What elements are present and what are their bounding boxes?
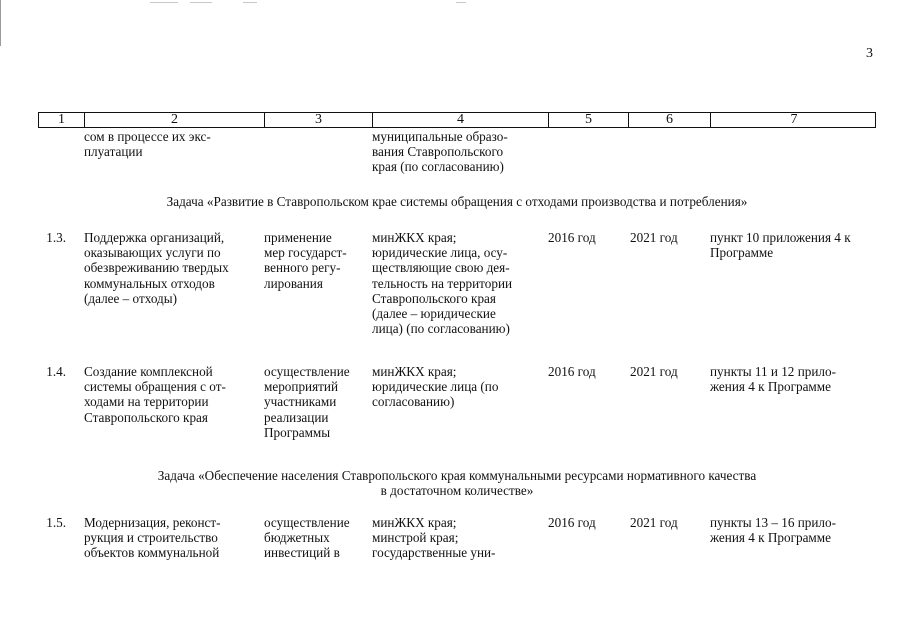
continuation-row <box>0 129 905 183</box>
scan-artifact-dash <box>190 2 212 3</box>
row-responsible: минЖКХ края; минстрой края; государственные уни- <box>372 515 496 561</box>
header-cell-5: 5 <box>549 113 629 127</box>
header-cell-1: 1 <box>39 113 85 127</box>
table-row <box>0 515 905 575</box>
row-responsible: минЖКХ края; юридические лица (по согласованию) <box>372 364 499 410</box>
header-cell-3: 3 <box>265 113 373 127</box>
table-header-row <box>38 112 876 128</box>
header-cell-2: 2 <box>85 113 265 127</box>
scan-artifact-dash <box>456 2 466 3</box>
row-method: осуществление мероприятий участниками реализации Программы <box>264 364 350 440</box>
page-number: 3 <box>866 46 873 61</box>
row-method: применение мер государст- венного регу- лирования <box>264 230 347 291</box>
continuation-col4: муниципальные образо- вания Ставропольского края (по согласованию) <box>372 129 508 175</box>
row-end-year: 2021 год <box>630 230 678 245</box>
row-reference: пункты 13 – 16 прило- жения 4 к Программе <box>710 515 836 546</box>
row-start-year: 2016 год <box>548 230 596 245</box>
row-description: Модернизация, реконст- рукция и строительство объектов коммунальной <box>84 515 221 561</box>
continuation-col2: сом в процессе их экс- плуатации <box>84 129 211 160</box>
row-reference: пункты 11 и 12 прило- жения 4 к Программе <box>710 364 836 395</box>
section-title-waste: Задача «Развитие в Ставропольском крае системы обращения с отходами производства и потребления» <box>166 194 748 209</box>
row-end-year: 2021 год <box>630 364 678 379</box>
row-end-year: 2021 год <box>630 515 678 530</box>
row-method: осуществление бюджетных инвестиций в <box>264 515 350 561</box>
scan-artifact-dash <box>150 2 178 3</box>
header-cell-4: 4 <box>373 113 549 127</box>
row-number: 1.4. <box>46 364 66 379</box>
row-number: 1.5. <box>46 515 66 530</box>
section-title-resources: Задача «Обеспечение населения Ставропольского края коммунальными ресурсами нормативного качества в достаточном количестве» <box>157 468 757 498</box>
row-start-year: 2016 год <box>548 515 596 530</box>
scan-artifact-line <box>0 0 1 46</box>
table-row <box>0 364 905 448</box>
row-description: Поддержка организаций, оказывающих услуги по обезвреживанию твердых коммунальных отходов (далее – отходы) <box>84 230 229 306</box>
row-responsible: минЖКХ края; юридические лица, осу- ществляющие свою дея- тельность на территории Ставропольского края (далее – юридические лица) (по согласованию) <box>372 230 513 337</box>
row-reference: пункт 10 приложения 4 к Программе <box>710 230 851 261</box>
scan-artifact-dash <box>243 2 257 3</box>
row-description: Создание комплексной системы обращения с от- ходами на территории Ставропольского края <box>84 364 226 425</box>
table-row <box>0 230 905 348</box>
header-cell-6: 6 <box>629 113 711 127</box>
row-start-year: 2016 год <box>548 364 596 379</box>
header-cell-7: 7 <box>790 112 798 127</box>
row-number: 1.3. <box>46 230 66 245</box>
